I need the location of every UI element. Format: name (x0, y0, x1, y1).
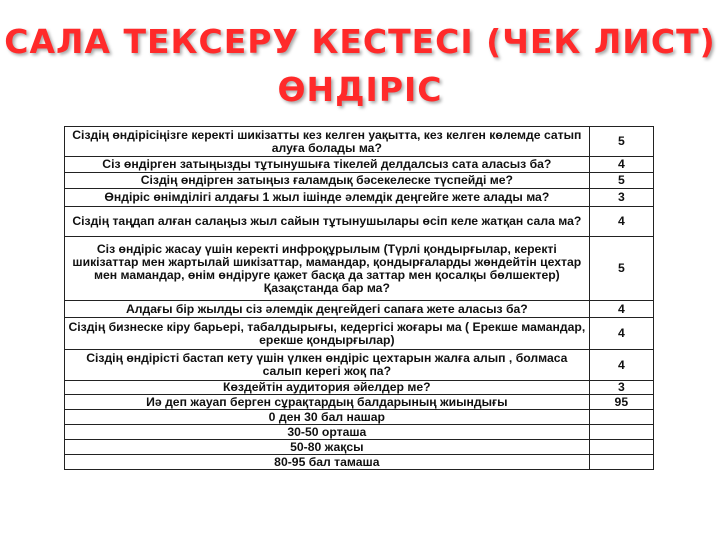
score-cell: 4 (589, 207, 653, 237)
table-row (65, 301, 654, 318)
score-cell: 4 (589, 157, 653, 173)
page-subtitle: ӨНДІРІС (277, 70, 443, 109)
question-cell: 50-80 жақсы (65, 440, 590, 455)
table-row (65, 318, 654, 350)
score-cell: 3 (589, 189, 653, 207)
score-cell: 3 (589, 381, 653, 395)
question-cell: Алдағы бір жылды сіз әлемдік деңгейдегі сапаға жете аласыз ба? (65, 301, 590, 318)
question-cell: Сіз өндірген затыңызды тұтынушыға тікелей делдалсыз сата аласыз ба? (65, 157, 590, 173)
table-row (65, 173, 654, 189)
question-cell: Иә деп жауап берген сұрақтардың балдарының жиындығы (65, 395, 590, 410)
score-cell (589, 410, 653, 425)
score-cell: 5 (589, 127, 653, 157)
question-cell: Сіздің таңдап алған салаңыз жыл сайын тұтынушылары өсіп келе жатқан сала ма? (65, 207, 590, 237)
question-cell: 80-95 бал тамаша (65, 455, 590, 470)
checklist-table (64, 126, 654, 470)
score-cell (589, 440, 653, 455)
question-cell: Көздейтін аудитория әйелдер ме? (65, 381, 590, 395)
score-cell: 4 (589, 350, 653, 381)
table-row (65, 410, 654, 425)
score-cell: 4 (589, 318, 653, 350)
score-cell (589, 425, 653, 440)
table-row (65, 157, 654, 173)
question-cell: 30-50 орташа (65, 425, 590, 440)
score-cell: 4 (589, 301, 653, 318)
score-cell (589, 455, 653, 470)
table-row (65, 207, 654, 237)
question-cell: Сіздің өндірген затыңыз ғаламдық бәсекелеске түспейді ме? (65, 173, 590, 189)
question-cell: Сіз өндіріс жасау үшін керекті инфроқұрылым (Түрлі қондырғылар, керекті шикізаттар мен жартылай шикізаттар, мамандар, қондырғаларды жөндейтін цехтар мен мамандар, өнім өндіруге қажет басқа да заттар мен қосалқы бөлшектер) Қазақстанда бар ма? (65, 237, 590, 301)
table-row (65, 395, 654, 410)
question-cell: 0 ден 30 бал нашар (65, 410, 590, 425)
table-row (65, 350, 654, 381)
score-cell: 5 (589, 173, 653, 189)
question-cell: Сіздің бизнеске кіру барьері, табалдырығы, кедергісі жоғары ма ( Ерекше мамандар, ерекше қондырғылар) (65, 318, 590, 350)
question-cell: Сіздің өндірісіңізге керекті шикізатты кез келген уақытта, кез келген көлемде сатып алуға болады ма? (65, 127, 590, 157)
table-row (65, 127, 654, 157)
score-cell: 5 (589, 237, 653, 301)
table-row (65, 440, 654, 455)
table-row (65, 189, 654, 207)
question-cell: Өндіріс өнімділігі алдағы 1 жыл ішінде әлемдік деңгейге жете алады ма? (65, 189, 590, 207)
table-row (65, 425, 654, 440)
question-cell: Сіздің өндірісті бастап кету үшін үлкен өндіріс цехтарын жалға алып , болмаса салып керегі жоқ па? (65, 350, 590, 381)
table-row (65, 455, 654, 470)
table-row (65, 237, 654, 301)
score-cell: 95 (589, 395, 653, 410)
page-title: САЛА ТЕКСЕРУ КЕСТЕСІ (ЧЕК ЛИСТ) (4, 22, 716, 61)
table-row (65, 381, 654, 395)
